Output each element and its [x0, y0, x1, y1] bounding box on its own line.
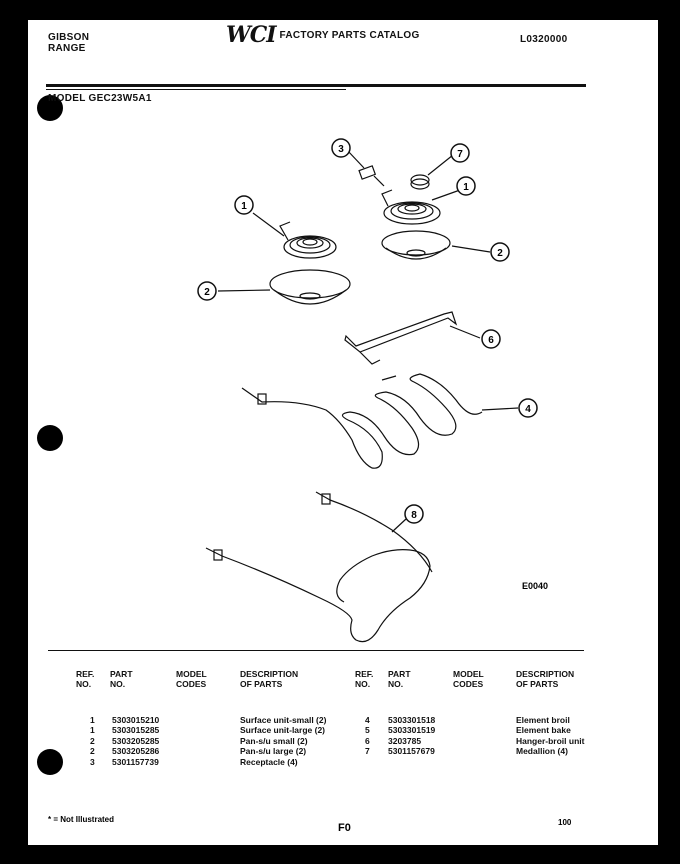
table-row-ref: 6 — [365, 735, 370, 746]
drip-pan-small — [270, 270, 350, 304]
svg-text:2: 2 — [497, 248, 503, 259]
svg-text:4: 4 — [525, 404, 531, 415]
table-row-desc: Surface unit-small (2) — [240, 715, 327, 725]
header-part-left: PART NO. — [110, 669, 133, 689]
table-row-desc: Surface unit-large (2) — [240, 725, 326, 736]
left-part-column — [112, 715, 159, 767]
right-part-column — [388, 715, 435, 757]
header-model-right: MODEL CODES — [453, 669, 484, 689]
table-row-ref: 3 — [90, 756, 95, 767]
svg-text:3: 3 — [338, 144, 344, 155]
table-row-desc: Pan-s/u small (2) — [240, 735, 308, 746]
broil-hanger — [345, 312, 456, 364]
table-row-part: 5303015285 — [112, 725, 160, 736]
surface-unit-small — [280, 222, 336, 258]
svg-text:6: 6 — [488, 335, 494, 346]
table-row-desc: Receptacle (4) — [240, 756, 298, 767]
table-row-part: 5303015210 — [112, 715, 160, 725]
svg-text:1: 1 — [463, 182, 469, 193]
callout-3 — [332, 139, 350, 157]
figure-code: E0040 — [522, 581, 549, 591]
broil-element — [242, 374, 482, 468]
callout-4 — [519, 399, 537, 417]
callout-1-left — [235, 196, 253, 214]
table-row-desc: Pan-s/u large (2) — [240, 746, 307, 757]
footnote: * = Not Illustrated — [48, 815, 115, 824]
callout-6 — [482, 330, 500, 348]
product-type: RANGE — [48, 43, 86, 54]
receptacle — [359, 166, 384, 186]
right-ref-column — [365, 715, 370, 757]
svg-text:1: 1 — [241, 201, 247, 212]
table-row-desc: Element broil — [516, 715, 570, 725]
wci-logo: WCI — [226, 22, 276, 48]
header-desc-left: DESCRIPTION OF PARTS — [240, 669, 299, 689]
table-row-part: 5301157679 — [388, 746, 435, 757]
model-number: MODEL GEC23W5A1 — [48, 93, 152, 104]
header-ref-right: REF. NO. — [355, 669, 374, 689]
table-row-ref: 1 — [90, 725, 95, 736]
callout-7 — [451, 144, 469, 162]
left-desc-column — [240, 715, 326, 767]
callout-2-left — [198, 282, 216, 300]
header-part-right: PART NO. — [388, 669, 411, 689]
table-row-part: 5303301518 — [388, 715, 436, 725]
page-number: 100 — [558, 818, 572, 827]
table-row-ref: 2 — [90, 746, 95, 757]
svg-text:2: 2 — [204, 287, 210, 298]
table-row-part: 5303205286 — [112, 746, 160, 757]
callout-2-right — [491, 243, 509, 261]
callout-1-right — [457, 177, 475, 195]
header-ref-left: REF. NO. — [76, 669, 95, 689]
table-row-part: 5303301519 — [388, 725, 436, 736]
header-desc-right: DESCRIPTION OF PARTS — [516, 669, 575, 689]
table-row-part: 5303205285 — [112, 735, 160, 746]
table-row-part: 3203785 — [388, 735, 422, 746]
table-row-desc: Element bake — [516, 725, 571, 736]
brand-name: GIBSON — [48, 32, 90, 43]
table-row-ref: 7 — [365, 746, 370, 757]
callout-8 — [405, 505, 423, 523]
table-row-part: 5301157739 — [112, 756, 159, 767]
table-row-ref: 5 — [365, 725, 370, 736]
surface-unit-large — [382, 190, 440, 224]
table-row-desc: Hanger-broil unit — [516, 735, 585, 746]
table-row-ref: 1 — [90, 715, 95, 725]
catalog-code: L0320000 — [520, 34, 568, 45]
table-row-ref: 4 — [365, 715, 370, 725]
header-model-left: MODEL CODES — [176, 669, 207, 689]
svg-text:8: 8 — [411, 510, 417, 521]
left-ref-column — [90, 715, 95, 767]
parts-table-rule — [48, 650, 584, 651]
medallion — [411, 175, 429, 189]
bake-element — [206, 492, 432, 642]
page-label: F0 — [338, 822, 351, 834]
table-row-desc: Medallion (4) — [516, 746, 568, 757]
right-desc-column — [516, 715, 584, 757]
catalog-title: FACTORY PARTS CATALOG — [279, 30, 420, 41]
svg-text:7: 7 — [457, 149, 463, 160]
drip-pan-large — [382, 231, 450, 259]
table-row-ref: 2 — [90, 735, 95, 746]
